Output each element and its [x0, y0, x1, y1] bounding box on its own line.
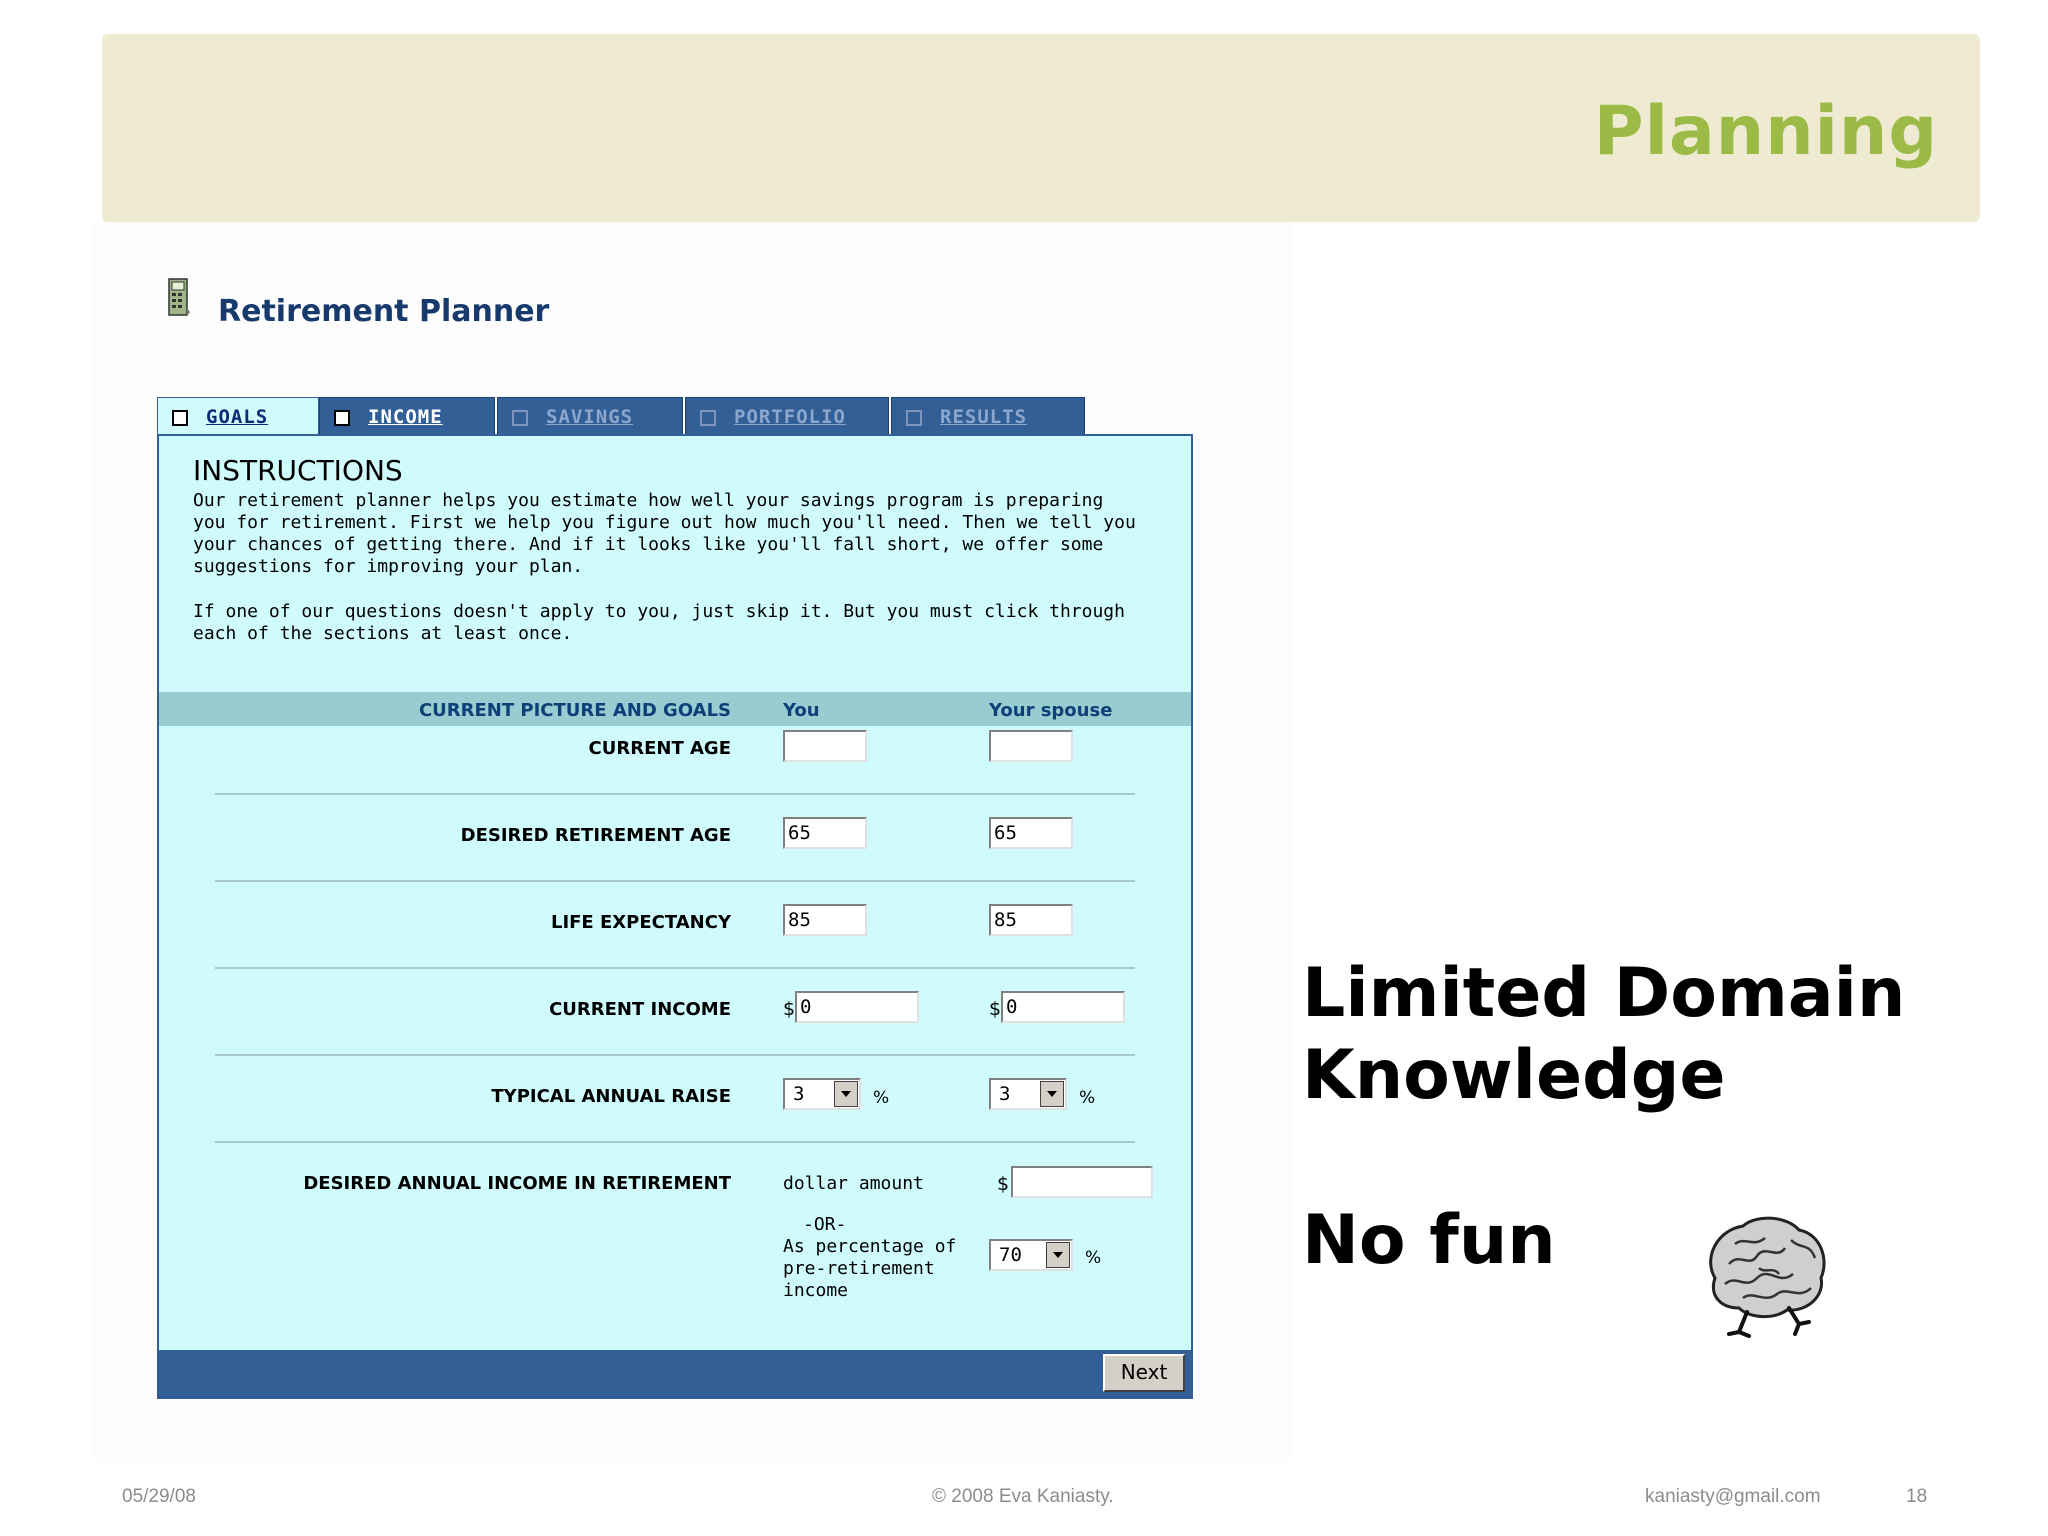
retirement-income-percent-select[interactable] [989, 1239, 1073, 1271]
instructions-paragraph-2: If one of our questions doesn't apply to you, just skip it. But you must click through each of the sections at least once. [193, 601, 1125, 644]
row-divider [215, 1141, 1135, 1143]
next-button[interactable]: Next [1103, 1354, 1185, 1392]
current-age-label: CURRENT AGE [588, 738, 731, 759]
tab-portfolio-label: PORTFOLIO [734, 406, 846, 428]
chevron-down-icon[interactable] [834, 1081, 858, 1107]
slide-header-band [102, 34, 1980, 222]
annual-raise-you-value: 3 [793, 1083, 805, 1105]
retirement-age-spouse-input[interactable]: 65 [989, 817, 1073, 849]
footer-email: kaniasty@gmail.com [1645, 1486, 1821, 1507]
chevron-down-icon[interactable] [1040, 1081, 1064, 1107]
percentage-label-line1: As percentage of [783, 1236, 957, 1257]
tab-goals-label: GOALS [206, 406, 269, 428]
current-income-label: CURRENT INCOME [549, 999, 731, 1020]
retirement-income-percent-unit: % [1085, 1248, 1102, 1268]
row-divider [215, 880, 1135, 882]
percentage-label-line2: pre-retirement [783, 1258, 935, 1279]
grid-header-you: You [783, 700, 820, 721]
tab-goals[interactable] [157, 397, 319, 437]
footer-copyright: © 2008 Eva Kaniasty. [932, 1486, 1114, 1507]
current-age-spouse-input[interactable] [989, 730, 1073, 762]
tab-results-checkbox [906, 410, 922, 426]
tab-results[interactable] [891, 397, 1085, 435]
slide-title: Planning [1593, 92, 1938, 171]
chevron-down-icon[interactable] [1046, 1242, 1070, 1268]
current-income-you-input[interactable]: 0 [795, 991, 919, 1023]
annual-raise-label: TYPICAL ANNUAL RAISE [491, 1086, 731, 1107]
goals-panel [157, 434, 1193, 1399]
side-line-knowledge: Knowledge [1302, 1036, 1726, 1115]
retirement-income-percent-value: 70 [999, 1244, 1022, 1266]
tab-income[interactable] [319, 397, 495, 435]
life-expectancy-label: LIFE EXPECTANCY [550, 912, 731, 933]
row-divider [215, 793, 1135, 795]
footer-date: 05/29/08 [122, 1486, 196, 1507]
tab-income-label: INCOME [368, 406, 443, 428]
annual-raise-spouse-unit: % [1079, 1088, 1096, 1108]
retirement-income-label: DESIRED ANNUAL INCOME IN RETIREMENT [303, 1173, 731, 1194]
retirement-age-you-input[interactable]: 65 [783, 817, 867, 849]
percentage-label-line3: income [783, 1280, 849, 1301]
instructions-paragraph-1: Our retirement planner helps you estimate how well your savings program is preparing you for retirement. First we help you figure out how much you'll need. Then we tell you your chances of getting there. And if it looks like you'll fall short, we offer some suggestions for improving your plan. [193, 490, 1136, 577]
current-income-you-currency: $ [783, 998, 796, 1020]
annual-raise-spouse-value: 3 [999, 1083, 1011, 1105]
or-separator: -OR- [803, 1214, 847, 1235]
tab-portfolio-checkbox [700, 410, 716, 426]
current-income-spouse-currency: $ [989, 998, 1002, 1020]
annual-raise-you-unit: % [873, 1088, 890, 1108]
instructions-heading: INSTRUCTIONS [193, 454, 403, 487]
grid-header [159, 692, 1191, 726]
tab-savings-checkbox [512, 410, 528, 426]
tab-income-checkbox [334, 410, 350, 426]
tab-results-label: RESULTS [940, 406, 1028, 428]
row-divider [215, 967, 1135, 969]
walking-brain-icon [1695, 1208, 1835, 1348]
side-line-no-fun: No fun [1302, 1201, 1556, 1280]
grid-header-spouse: Your spouse [989, 700, 1113, 721]
side-line-limited-domain: Limited Domain [1302, 954, 1906, 1033]
life-expectancy-spouse-input[interactable]: 85 [989, 904, 1073, 936]
app-title: Retirement Planner [218, 294, 550, 329]
current-age-you-input[interactable] [783, 730, 867, 762]
life-expectancy-you-input[interactable]: 85 [783, 904, 867, 936]
retirement-income-dollar-input[interactable] [1011, 1166, 1153, 1198]
grid-header-label: CURRENT PICTURE AND GOALS [418, 700, 731, 721]
current-income-spouse-input[interactable]: 0 [1001, 991, 1125, 1023]
tab-savings[interactable] [497, 397, 683, 435]
dollar-amount-label: dollar amount [783, 1173, 924, 1194]
retirement-income-currency: $ [997, 1173, 1010, 1195]
row-divider [215, 1054, 1135, 1056]
annual-raise-you-select[interactable] [783, 1078, 861, 1110]
tab-goals-checkbox [172, 410, 188, 426]
annual-raise-spouse-select[interactable] [989, 1078, 1067, 1110]
calculator-icon [168, 278, 190, 318]
tab-savings-label: SAVINGS [546, 406, 634, 428]
panel-footer-bar [159, 1350, 1191, 1397]
footer-page-number: 18 [1906, 1486, 1928, 1507]
tab-portfolio[interactable] [685, 397, 889, 435]
retirement-age-label: DESIRED RETIREMENT AGE [460, 825, 731, 846]
